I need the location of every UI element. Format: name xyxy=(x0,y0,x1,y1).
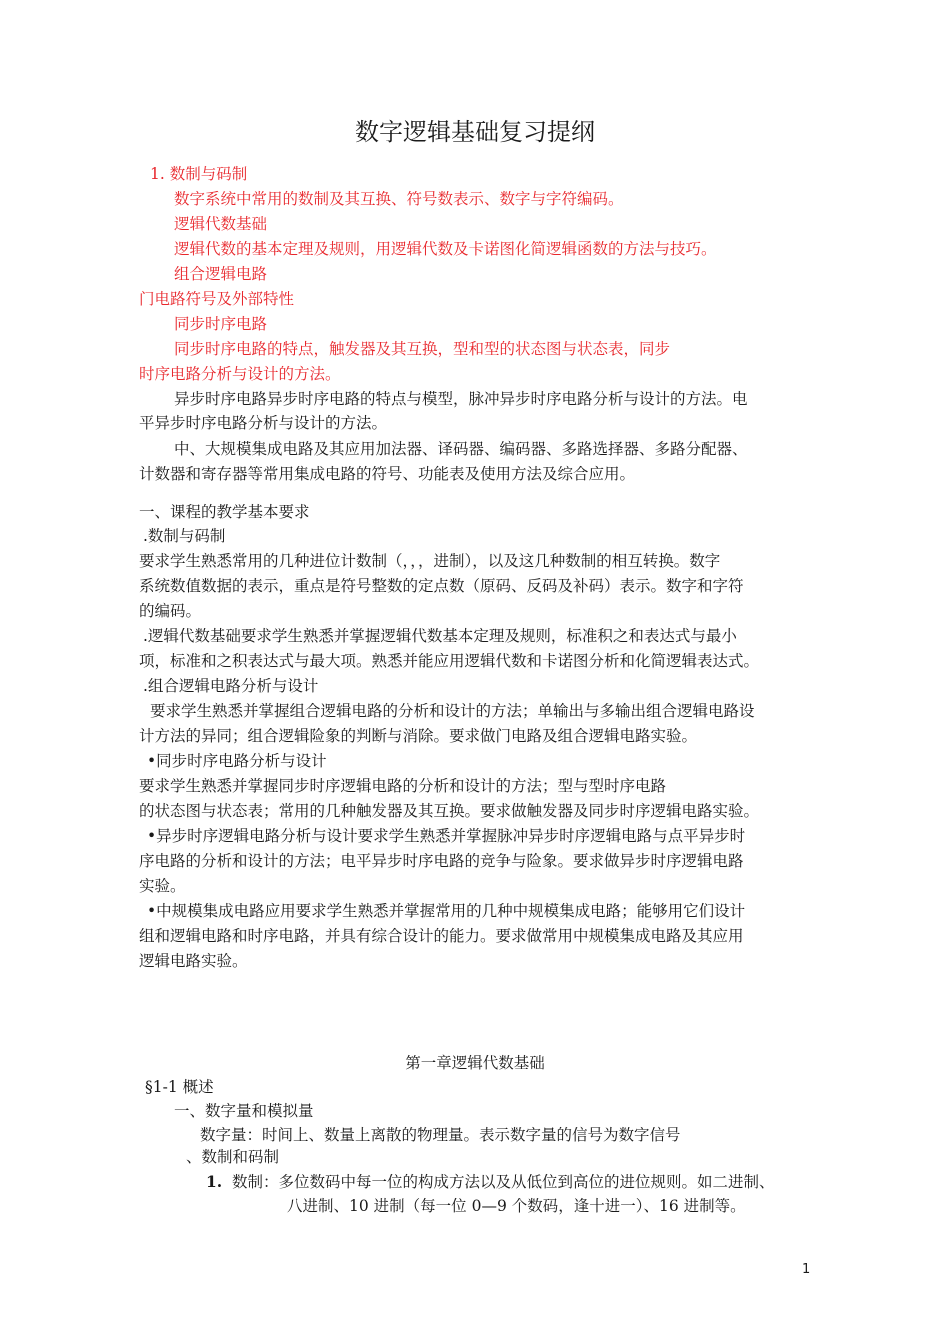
outline-line: 中、大规模集成电路及其应用加法器、译码器、编码器、多路选择器、多路分配器、 xyxy=(174,440,748,458)
requirement-text: 项，标准和之积表达式与最大项。熟悉并能应用逻辑代数和卡诺图分析和化简逻辑表达式。 xyxy=(139,652,760,670)
outline-line: 同步时序电路的特点，触发器及其互换，型和型的状态图与状态表，同步 xyxy=(174,340,671,358)
outline-heading: 组合逻辑电路 xyxy=(174,265,268,283)
outline-line: 门电路符号及外部特性 xyxy=(139,290,295,308)
section-heading: §1-1 概述 xyxy=(145,1078,214,1096)
outline-line: 异步时序电路异步时序电路的特点与模型，脉冲异步时序电路分析与设计的方法。电 xyxy=(174,390,748,408)
requirement-text: 要求学生熟悉并掌握组合逻辑电路的分析和设计的方法；单输出与多输出组合逻辑电路设 xyxy=(150,702,755,720)
requirements-heading: 一、课程的教学基本要求 xyxy=(139,503,310,521)
requirement-text: 的编码。 xyxy=(139,602,202,620)
outline-line: 逻辑代数的基本定理及规则，用逻辑代数及卡诺图化简逻辑函数的方法与技巧。 xyxy=(174,240,717,258)
outline-line: 计数器和寄存器等常用集成电路的符号、功能表及使用方法及综合应用。 xyxy=(139,465,636,483)
outline-line: 平异步时序电路分析与设计的方法。 xyxy=(139,414,388,432)
requirement-text: 逻辑电路实验。 xyxy=(139,952,248,970)
requirement-text: 要求学生熟悉并掌握同步时序逻辑电路的分析和设计的方法；型与型时序电路 xyxy=(139,777,667,795)
requirement-text: 组和逻辑电路和时序电路，并具有综合设计的能力。要求做常用中规模集成电路及其应用 xyxy=(139,927,744,945)
requirement-title: •同步时序电路分析与设计 xyxy=(147,752,327,770)
requirement-text: 要求学生熟悉常用的几种进位计数制（，，，进制），以及这几种数制的相互转换。数字 xyxy=(139,552,721,570)
page-number: 1 xyxy=(802,1262,811,1277)
requirement-title: .组合逻辑电路分析与设计 xyxy=(143,677,319,695)
requirement-text: 系统数值数据的表示，重点是符号整数的定点数（原码、反码及补码）表示。数字和字符 xyxy=(139,577,744,595)
subsection-heading: 一、数字量和模拟量 xyxy=(174,1102,314,1120)
outline-line: 时序电路分析与设计的方法。 xyxy=(139,365,341,383)
outline-line: 数字系统中常用的数制及其互换、符号数表示、数字与字符编码。 xyxy=(174,190,624,208)
outline-heading: 同步时序电路 xyxy=(174,315,268,333)
requirement-text: 计方法的异同；组合逻辑险象的判断与消除。要求做门电路及组合逻辑电路实验。 xyxy=(139,727,698,745)
page-title: 数字逻辑基础复习提纲 xyxy=(355,118,595,146)
requirement-text: 的状态图与状态表；常用的几种触发器及其互换。要求做触发器及同步时序逻辑电路实验。 xyxy=(139,802,760,820)
outline-heading: 逻辑代数基础 xyxy=(174,215,268,233)
list-item-text: 八进制、10 进制（每一位 0—9 个数码，逢十进一）、16 进制等。 xyxy=(287,1197,746,1215)
requirement-title: .数制与码制 xyxy=(143,527,226,545)
subsection-text: 数字量：时间上、数量上离散的物理量。表示数字量的信号为数字信号 xyxy=(200,1126,681,1144)
list-item-text: 数制：多位数码中每一位的构成方法以及从低位到高位的进位规则。如二进制、 xyxy=(232,1173,775,1191)
requirement-text: 实验。 xyxy=(139,877,186,895)
chapter-title: 第一章逻辑代数基础 xyxy=(405,1054,545,1072)
list-item-number: 1. xyxy=(206,1172,223,1191)
requirement-text: •异步时序逻辑电路分析与设计要求学生熟悉并掌握脉冲异步时序逻辑电路与点平异步时 xyxy=(147,827,746,845)
requirement-text: 序电路的分析和设计的方法；电平异步时序电路的竞争与险象。要求做异步时序逻辑电路 xyxy=(139,852,744,870)
requirement-text: •中规模集成电路应用要求学生熟悉并掌握常用的几种中规模集成电路；能够用它们设计 xyxy=(147,902,746,920)
subsection-heading: 、数制和码制 xyxy=(186,1148,280,1166)
outline-item-1: 1. 数制与码制 xyxy=(150,165,248,183)
requirement-text: .逻辑代数基础要求学生熟悉并掌握逻辑代数基本定理及规则，标准积之和表达式与最小 xyxy=(143,627,737,645)
